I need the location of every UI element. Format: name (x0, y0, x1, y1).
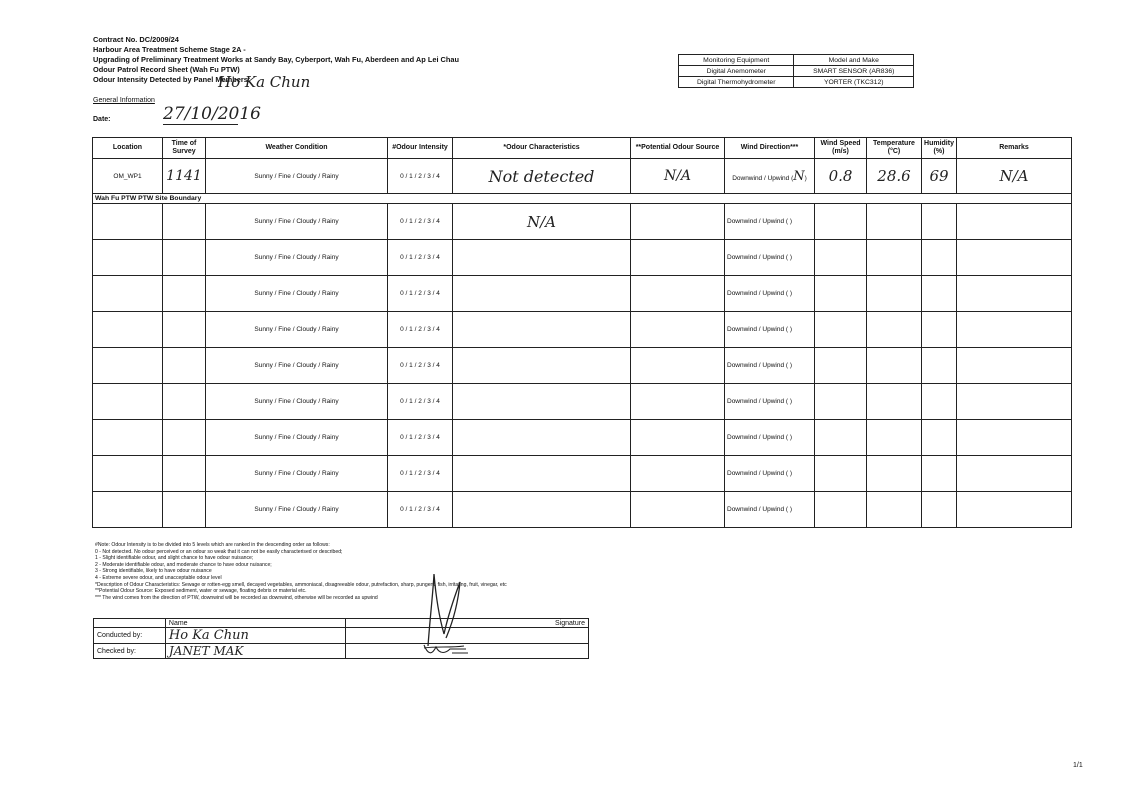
cell-wind-speed (815, 348, 867, 384)
cell-wind-direction: Downwind / Upwind ( ) (725, 204, 815, 240)
cell-temperature (867, 276, 922, 312)
equipment-header-model: Model and Make (794, 55, 914, 66)
cell-wind-speed (815, 492, 867, 528)
cell-weather: Sunny / Fine / Cloudy / Rainy (206, 240, 388, 276)
cell-location (93, 276, 163, 312)
date-value: 27/10/2016 (163, 104, 261, 124)
cell-time (163, 456, 206, 492)
conducted-by-label: Conducted by: (94, 628, 166, 644)
cell-time (163, 204, 206, 240)
note-line: *** The wind comes from the direction of PTW, downwind will be recorded as downwind, otherwise will be recorded as upwind (95, 594, 378, 601)
section-title: Wah Fu PTW PTW Site Boundary (93, 194, 1072, 204)
cell-location: OM_WP1 (93, 159, 163, 194)
cell-wind-speed: 0.8 (815, 159, 867, 194)
cell-weather: Sunny / Fine / Cloudy / Rainy (206, 384, 388, 420)
cell-humidity: 69 (922, 159, 957, 194)
cell-intensity: 0 / 1 / 2 / 3 / 4 (388, 492, 453, 528)
cell-characteristics (453, 312, 631, 348)
table-row (93, 276, 1072, 312)
cell-source (631, 420, 725, 456)
header-intensity: #Odour Intensity (388, 138, 453, 159)
cell-characteristics (453, 492, 631, 528)
cell-location (93, 420, 163, 456)
cell-humidity (922, 420, 957, 456)
cell-source (631, 312, 725, 348)
note-line: *Description of Odour Characteristics: Sewage or rotten-egg smell, decayed vegetables, ammoniacal, disagreeable odour, putrefaction, sharp, pungent, fish, irritating, fruit, vinegar, etc (95, 581, 507, 588)
cell-source: N/A (631, 159, 725, 194)
cell-weather: Sunny / Fine / Cloudy / Rainy (206, 159, 388, 194)
cell-source (631, 276, 725, 312)
cell-temperature (867, 312, 922, 348)
cell-location (93, 384, 163, 420)
cell-intensity: 0 / 1 / 2 / 3 / 4 (388, 348, 453, 384)
wind-direction-value: N (793, 168, 805, 184)
cell-source (631, 204, 725, 240)
cell-source (631, 240, 725, 276)
cell-wind-direction: Downwind / Upwind ( ) (725, 276, 815, 312)
cell-weather: Sunny / Fine / Cloudy / Rainy (206, 276, 388, 312)
cell-remarks (957, 456, 1072, 492)
table-row (93, 204, 1072, 240)
cell-temperature (867, 456, 922, 492)
checked-by-name: JANET MAK (165, 644, 345, 659)
cell-time (163, 276, 206, 312)
cell-weather: Sunny / Fine / Cloudy / Rainy (206, 312, 388, 348)
note-line: 0 - Not detected. No odour perceived or an odour so weak that it can not be easily characterised or described; (95, 548, 343, 555)
cell-time: 1141 (163, 159, 206, 194)
note-line: 1 - Slight identifiable odour, and slight chance to have odour nuisance; (95, 555, 254, 562)
cell-location (93, 492, 163, 528)
note-line: 3 - Strong identifiable, likely to have odour nuisance (95, 568, 212, 575)
cell-characteristics: Not detected (453, 159, 631, 194)
header-weather: Weather Condition (206, 138, 388, 159)
header-remarks: Remarks (957, 138, 1072, 159)
note-line: #Note: Odour Intensity is to be divided into 5 levels which are ranked in the descending order as follows: (95, 542, 330, 548)
cell-humidity (922, 240, 957, 276)
cell-wind-direction: Downwind / Upwind ( ) (725, 240, 815, 276)
equipment-header-equipment: Monitoring Equipment (679, 55, 794, 66)
cell-intensity: 0 / 1 / 2 / 3 / 4 (388, 159, 453, 194)
cell-location (93, 456, 163, 492)
equipment-name: Digital Thermohydrometer (679, 77, 794, 88)
cell-intensity: 0 / 1 / 2 / 3 / 4 (388, 312, 453, 348)
cell-wind-speed (815, 420, 867, 456)
table-row (93, 159, 1072, 194)
project-title: Upgrading of Preliminary Treatment Works at Sandy Bay, Cyberport, Wah Fu, Aberdeen and Ap Lei Chau (93, 55, 460, 64)
table-row (93, 348, 1072, 384)
cell-temperature: 28.6 (867, 159, 922, 194)
header-wind-speed: Wind Speed (m/s) (815, 138, 867, 159)
table-row (93, 312, 1072, 348)
cell-wind-direction: Downwind / Upwind (N) (725, 159, 815, 194)
header-location: Location (93, 138, 163, 159)
table-row (93, 384, 1072, 420)
cell-temperature (867, 240, 922, 276)
cell-location (93, 204, 163, 240)
cell-wind-speed (815, 456, 867, 492)
cell-humidity (922, 276, 957, 312)
cell-time (163, 420, 206, 456)
cell-remarks (957, 348, 1072, 384)
cell-characteristics (453, 348, 631, 384)
cell-source (631, 492, 725, 528)
cell-weather: Sunny / Fine / Cloudy / Rainy (206, 420, 388, 456)
signoff-table (93, 618, 589, 659)
panel-members-value: Ho Ka Chun (218, 73, 311, 91)
cell-time (163, 384, 206, 420)
cell-humidity (922, 384, 957, 420)
cell-intensity: 0 / 1 / 2 / 3 / 4 (388, 240, 453, 276)
cell-characteristics (453, 456, 631, 492)
table-row (93, 492, 1072, 528)
conducted-by-name: Ho Ka Chun (165, 628, 345, 644)
cell-source (631, 456, 725, 492)
cell-humidity (922, 204, 957, 240)
odour-patrol-table (92, 137, 1072, 528)
checked-signature-scribble (420, 641, 480, 659)
record-sheet-title: Odour Patrol Record Sheet (Wah Fu PTW) (93, 65, 240, 74)
page-number: 1/1 (1073, 762, 1083, 769)
panel-members-label: Odour Intensity Detected by Panel Members: (93, 75, 251, 84)
header-temperature: Temperature (°C) (867, 138, 922, 159)
cell-location (93, 312, 163, 348)
table-row (93, 456, 1072, 492)
cell-time (163, 492, 206, 528)
cell-intensity: 0 / 1 / 2 / 3 / 4 (388, 384, 453, 420)
cell-wind-direction: Downwind / Upwind ( ) (725, 456, 815, 492)
name-header: Name (165, 619, 345, 628)
wind-direction-text: Downwind / Upwind ( (732, 174, 794, 182)
equipment-model: SMART SENSOR (AR836) (794, 66, 914, 77)
cell-intensity: 0 / 1 / 2 / 3 / 4 (388, 420, 453, 456)
header-humidity: Humidity (%) (922, 138, 957, 159)
equipment-table (678, 54, 914, 88)
scheme-title: Harbour Area Treatment Scheme Stage 2A - (93, 45, 246, 54)
cell-wind-direction: Downwind / Upwind ( ) (725, 348, 815, 384)
table-row (93, 240, 1072, 276)
cell-weather: Sunny / Fine / Cloudy / Rainy (206, 204, 388, 240)
cell-remarks (957, 312, 1072, 348)
cell-wind-speed (815, 204, 867, 240)
cell-humidity (922, 492, 957, 528)
cell-intensity: 0 / 1 / 2 / 3 / 4 (388, 204, 453, 240)
cell-wind-speed (815, 276, 867, 312)
note-line: 4 - Extreme severe odour, and unacceptable odour level (95, 574, 222, 581)
cell-wind-speed (815, 312, 867, 348)
contract-number: Contract No. DC/2009/24 (93, 35, 179, 44)
header-wind-direction: Wind Direction*** (725, 138, 815, 159)
equipment-model: YORTER (TKC312) (794, 77, 914, 88)
cell-intensity: 0 / 1 / 2 / 3 / 4 (388, 276, 453, 312)
cell-humidity (922, 456, 957, 492)
general-information-label: General Information (93, 97, 155, 104)
cell-characteristics (453, 420, 631, 456)
cell-characteristics (453, 384, 631, 420)
date-label: Date: (93, 116, 111, 123)
cell-weather: Sunny / Fine / Cloudy / Rainy (206, 348, 388, 384)
note-line: 2 - Moderate identifiable odour, and moderate chance to have odour nuisance; (95, 561, 272, 568)
cell-source (631, 348, 725, 384)
cell-time (163, 348, 206, 384)
cell-wind-direction: Downwind / Upwind ( ) (725, 312, 815, 348)
cell-wind-direction: Downwind / Upwind ( ) (725, 384, 815, 420)
cell-time (163, 312, 206, 348)
cell-weather: Sunny / Fine / Cloudy / Rainy (206, 492, 388, 528)
header-source: **Potential Odour Source (631, 138, 725, 159)
cell-remarks: N/A (957, 159, 1072, 194)
cell-weather: Sunny / Fine / Cloudy / Rainy (206, 456, 388, 492)
cell-humidity (922, 348, 957, 384)
cell-remarks (957, 204, 1072, 240)
cell-remarks (957, 240, 1072, 276)
checked-by-label: Checked by: (94, 644, 166, 659)
cell-remarks (957, 276, 1072, 312)
section-row (93, 194, 1072, 204)
cell-temperature (867, 348, 922, 384)
cell-characteristics: N/A (453, 204, 631, 240)
cell-characteristics (453, 276, 631, 312)
header-characteristics: *Odour Characteristics (453, 138, 631, 159)
table-header-row (93, 138, 1072, 159)
cell-temperature (867, 384, 922, 420)
cell-location (93, 348, 163, 384)
cell-characteristics (453, 240, 631, 276)
cell-remarks (957, 492, 1072, 528)
cell-wind-direction: Downwind / Upwind ( ) (725, 420, 815, 456)
cell-source (631, 384, 725, 420)
note-line: **Potential Odour Source: Exposed sediment, water or sewage, floating debris or material etc. (95, 588, 307, 595)
cell-wind-speed (815, 240, 867, 276)
cell-remarks (957, 420, 1072, 456)
cell-wind-speed (815, 384, 867, 420)
notes-block (95, 542, 595, 601)
cell-location (93, 240, 163, 276)
signature-header: Signature (345, 619, 588, 628)
cell-time (163, 240, 206, 276)
cell-humidity (922, 312, 957, 348)
cell-wind-direction: Downwind / Upwind ( ) (725, 492, 815, 528)
cell-temperature (867, 204, 922, 240)
cell-remarks (957, 384, 1072, 420)
header-time: Time of Survey (163, 138, 206, 159)
cell-temperature (867, 492, 922, 528)
cell-temperature (867, 420, 922, 456)
equipment-name: Digital Anemometer (679, 66, 794, 77)
table-row (93, 420, 1072, 456)
cell-intensity: 0 / 1 / 2 / 3 / 4 (388, 456, 453, 492)
